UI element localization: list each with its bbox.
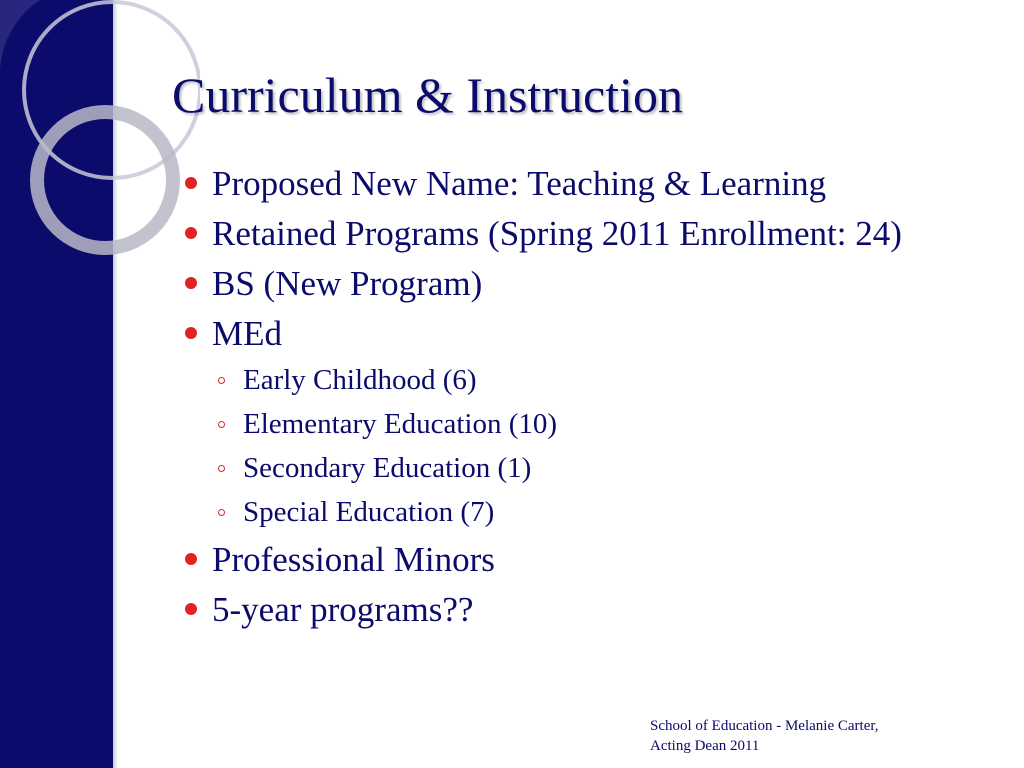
subbullet-item [185,364,1005,397]
bullet-item [185,540,1005,579]
bullet-item [185,590,1005,629]
slide-footer [650,716,879,756]
subbullet-text: Special Education (7) [243,496,495,528]
slide-content [185,164,1005,640]
bullet-item [185,264,1005,303]
subbullet-ring-icon [218,421,225,428]
bullet-dot-icon [185,177,197,189]
footer-line: School of Education - Melanie Carter, [650,718,879,734]
bullet-dot-icon [185,327,197,339]
decorative-circles-icon [0,0,200,300]
bullet-item [185,314,1005,353]
subbullet-ring-icon [218,509,225,516]
bullet-text: BS (New Program) [212,264,483,303]
subbullet-item [185,408,1005,441]
subbullet-item [185,496,1005,529]
bullet-dot-icon [185,603,197,615]
subbullet-ring-icon [218,465,225,472]
bullet-text: MEd [212,314,282,353]
subbullet-item [185,452,1005,485]
subbullet-text: Elementary Education (10) [243,408,558,440]
slide-title: Curriculum & Instruction [172,67,684,123]
bullet-item [185,164,1005,203]
bullet-dot-icon [185,227,197,239]
bullet-dot-icon [185,553,197,565]
bullet-item [185,214,1005,253]
bullet-text: Retained Programs (Spring 2011 Enrollment: 24) [212,214,902,253]
subbullet-text: Early Childhood (6) [243,364,477,396]
bullet-text: Professional Minors [212,540,495,579]
footer-line: Acting Dean 2011 [650,738,760,754]
bullet-text: Proposed New Name: Teaching & Learning [212,164,827,203]
bullet-text: 5-year programs?? [212,590,474,629]
subbullet-text: Secondary Education (1) [243,452,532,484]
subbullet-ring-icon [218,377,225,384]
bullet-dot-icon [185,277,197,289]
